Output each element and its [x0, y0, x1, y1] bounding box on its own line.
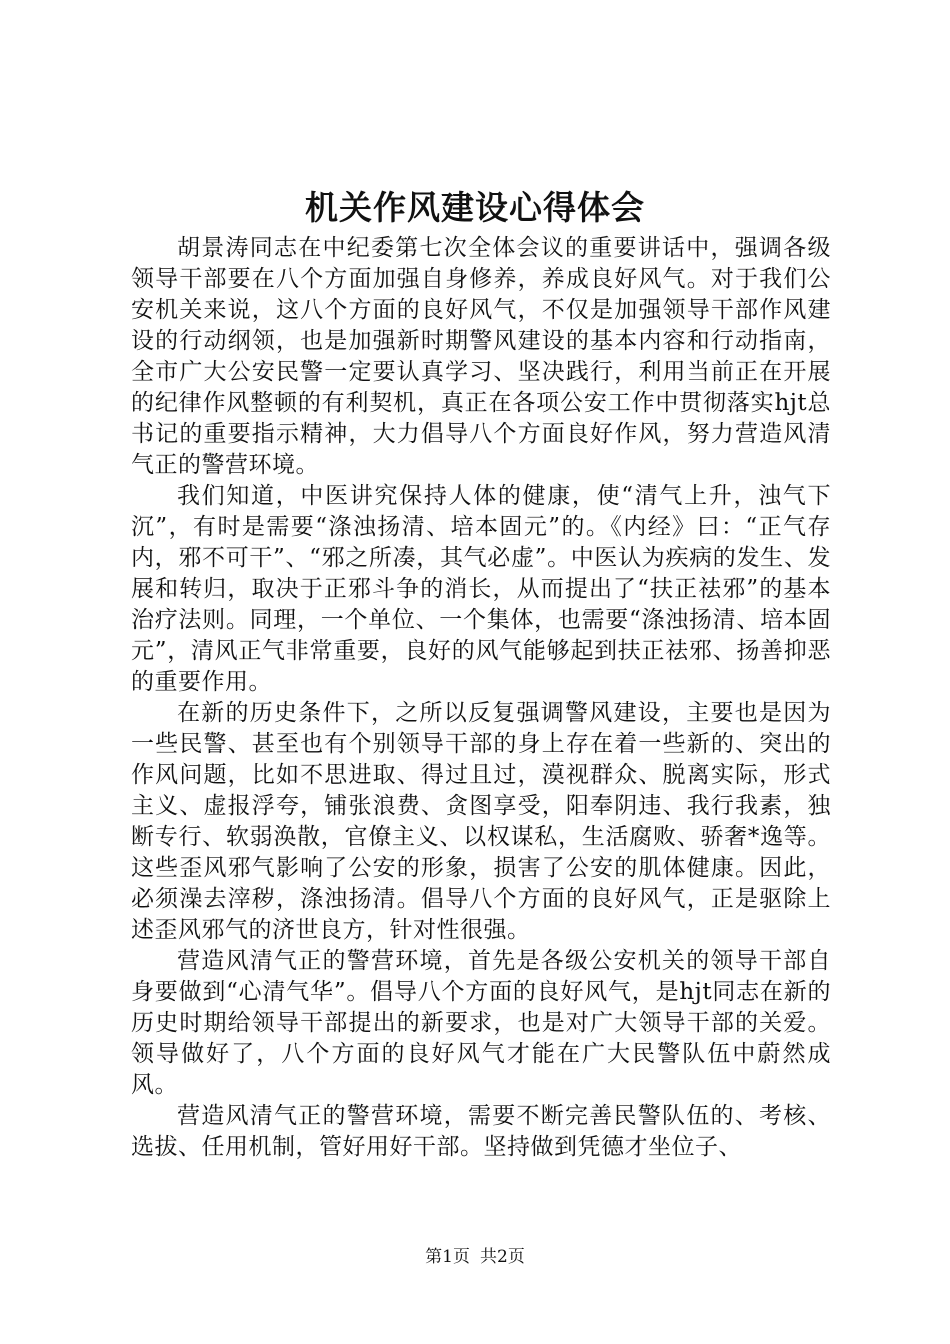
paragraph-5: 营造风清气正的警营环境，需要不断完善民警队伍的、考核、选拔、任用机制，管好用好干部。坚持做到凭德才坐位子、: [131, 1103, 831, 1160]
paragraph-4: 营造风清气正的警营环境，首先是各级公安机关的领导干部自身要做到“心清气华”。倡导八个方面的良好风气，是hjt同志在新的历史时期给领导干部提出的新要求，也是对广大领导干部的关爱。领导做好了，八个方面的良好风气才能在广大民警队伍中蔚然成风。: [131, 948, 831, 1098]
page-number: 第1页: [425, 1247, 470, 1267]
paragraph-3: 在新的历史条件下，之所以反复强调警风建设，主要也是因为一些民警、甚至也有个别领导干部的身上存在着一些新的、突出的作风问题，比如不思进取、得过且过，漠视群众、脱离实际，形式主义、虚报浮夸，铺张浪费、贪图享受，阳奉阴违、我行我素，独断专行、软弱涣散，官僚主义、以权谋私，生活腐败、骄奢*逸等。这些歪风邪气影响了公安的形象，损害了公安的肌体健康。因此，必须澡去滓秽，涤浊扬清。倡导八个方面的良好风气，正是驱除上述歪风邪气的济世良方，针对性很强。: [131, 700, 831, 943]
page-footer: [0, 1246, 950, 1268]
paragraph-1: 胡景涛同志在中纪委第七次全体会议的重要讲话中，强调各级领导干部要在八个方面加强自身修养，养成良好风气。对于我们公安机关来说，这八个方面的良好风气，不仅是加强领导干部作风建设的行动纲领，也是加强新时期警风建设的基本内容和行动指南，全市广大公安民警一定要认真学习、坚决践行，利用当前正在开展的纪律作风整顿的有利契机，真正在各项公安工作中贯彻落实hjt总书记的重要指示精神，大力倡导八个方面良好作风，努力营造风清气正的警营环境。: [131, 235, 831, 478]
document-body: [131, 233, 831, 1163]
document-title: 机关作风建设心得体会: [305, 188, 645, 227]
paragraph-2: 我们知道，中医讲究保持人体的健康，使“清气上升，浊气下沉”，有时是需要“涤浊扬清、培本固元”的。《内经》曰：“正气存内，邪不可干”、“邪之所凑，其气必虚”。中医认为疾病的发生、发展和转归，取决于正邪斗争的消长，从而提出了“扶正祛邪”的基本治疗法则。同理，一个单位、一个集体，也需要“涤浊扬清、培本固元”，清风正气非常重要，良好的风气能够起到扶正祛邪、扬善抑恶的重要作用。: [131, 483, 831, 695]
page-total: 共2页: [480, 1247, 525, 1267]
